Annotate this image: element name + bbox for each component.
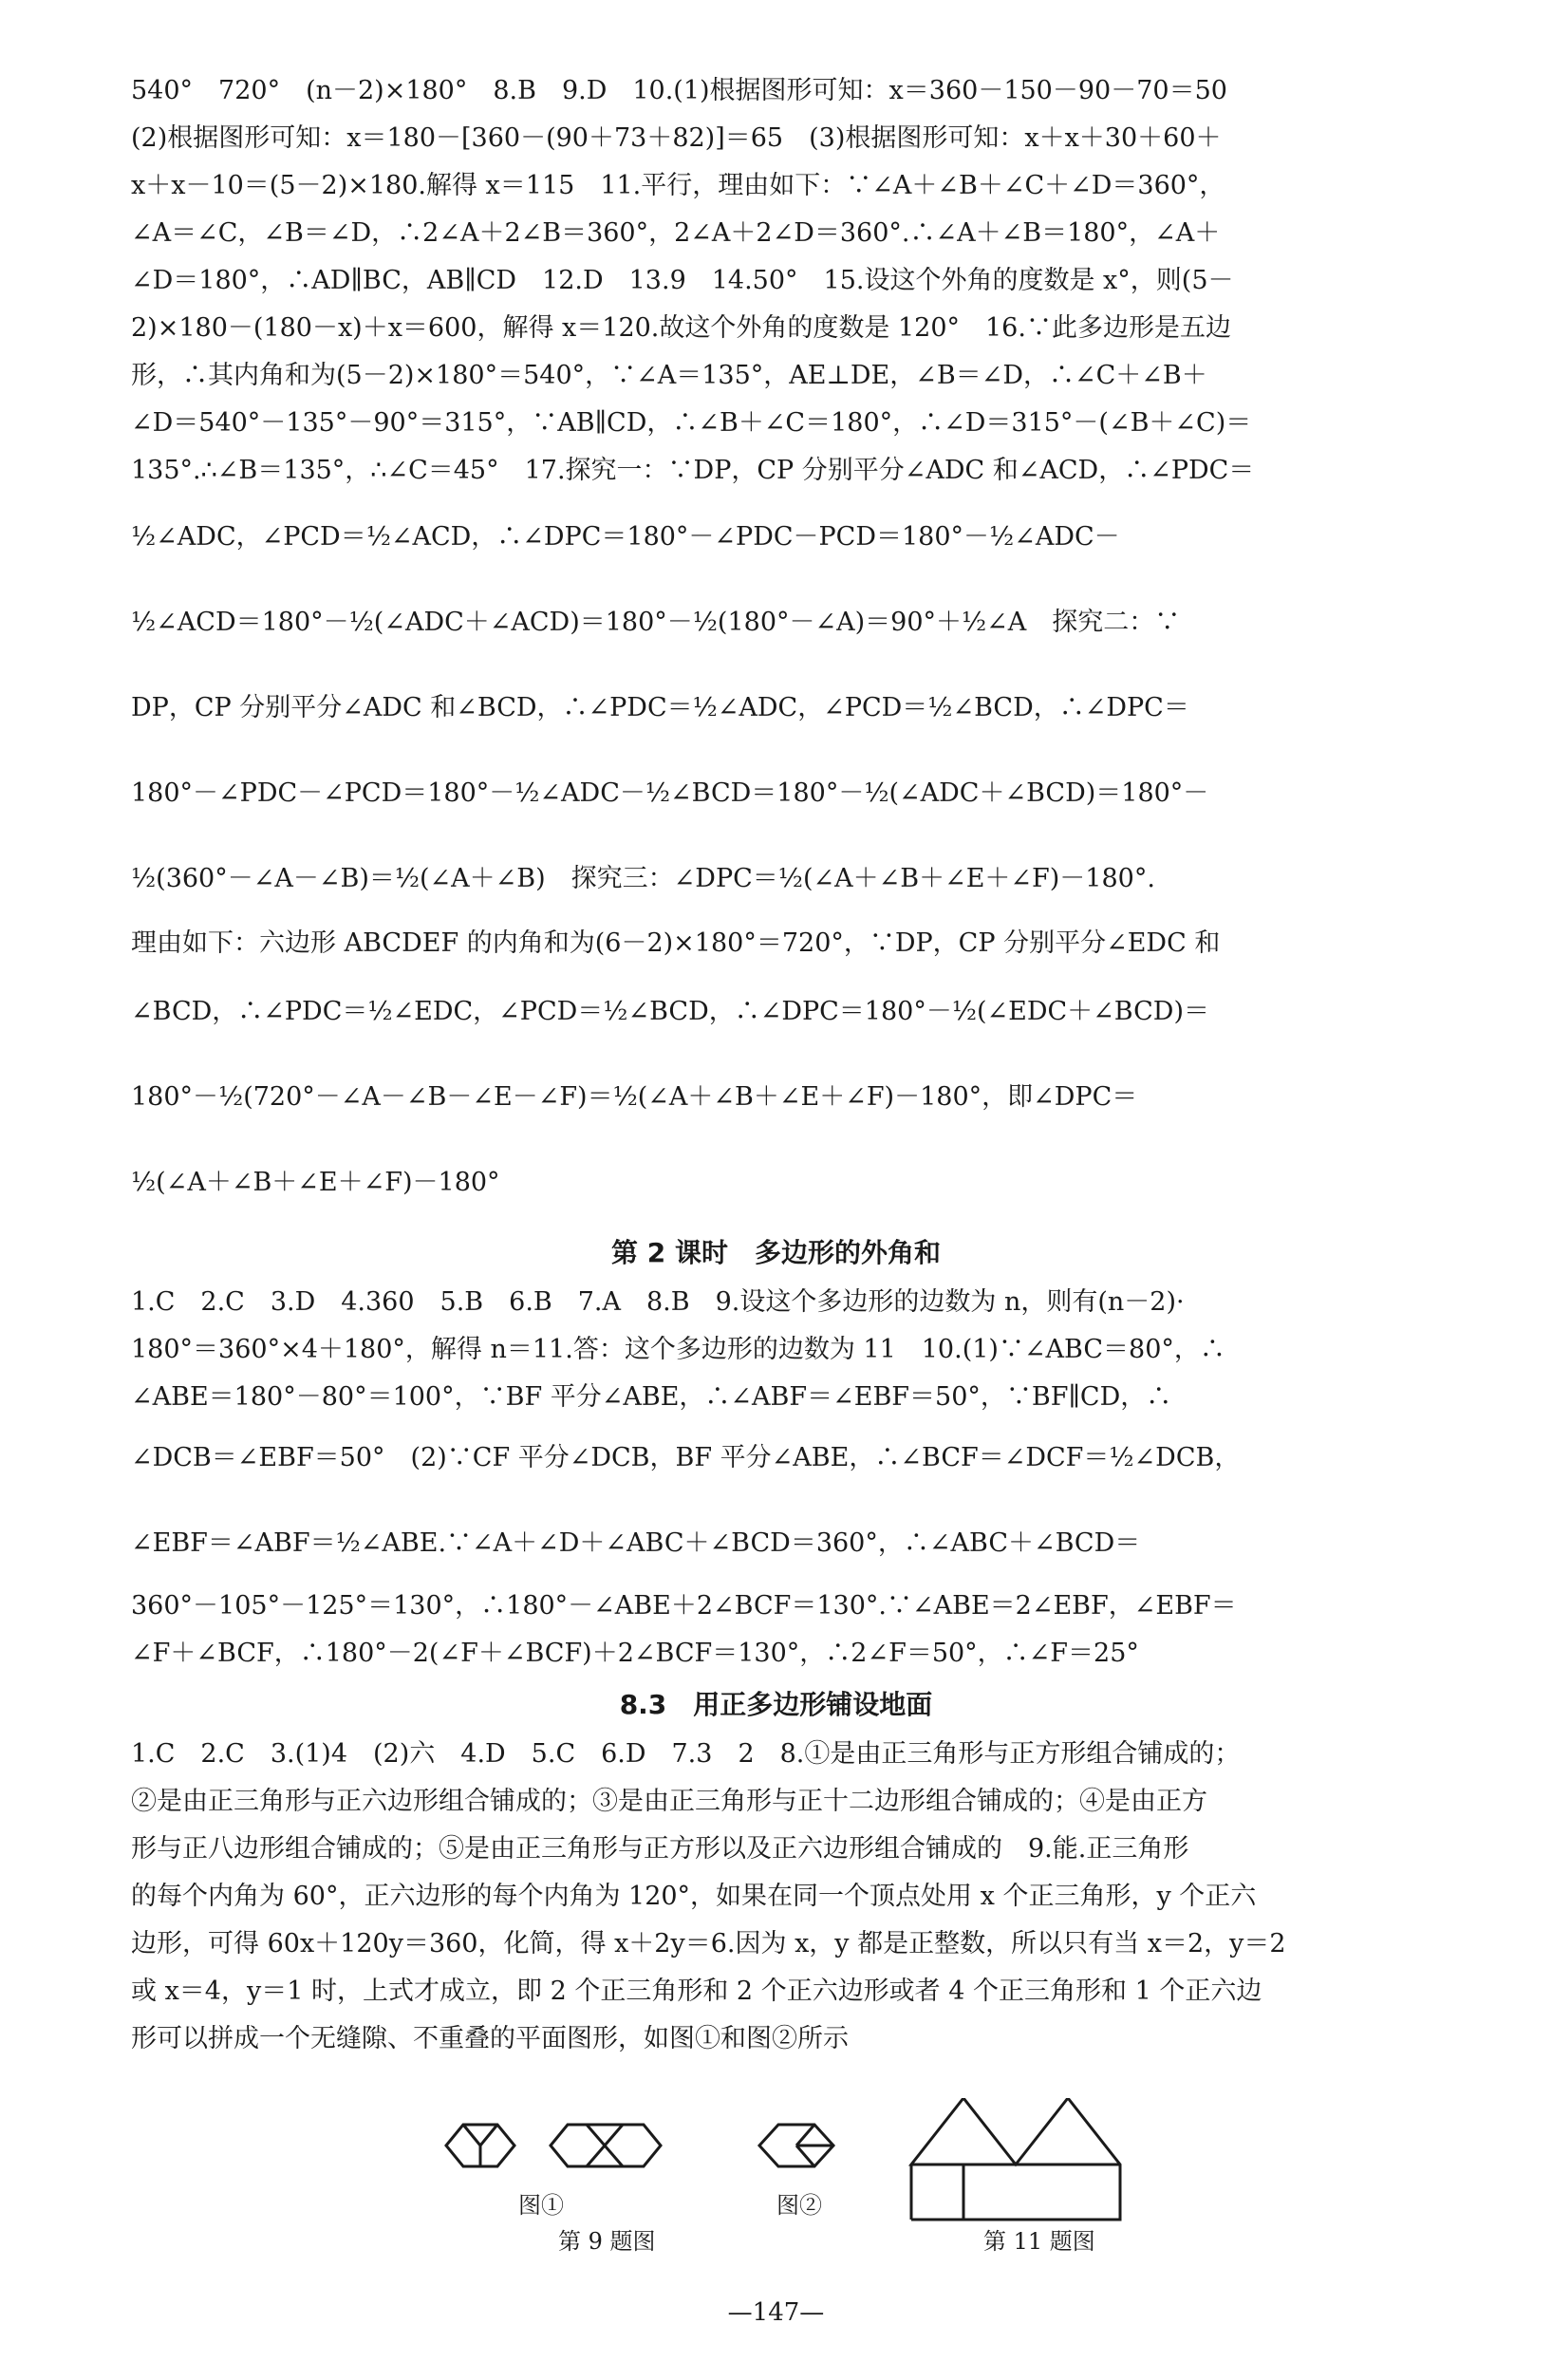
figure-1-label: 图① (518, 2192, 564, 2219)
figure-q11-house (911, 2098, 1120, 2220)
text-line: 形，∴其内角和为(5－2)×180°＝540°，∵∠A＝135°，AE⊥DE，∠B＝∠D，∴∠C＋∠B＋ (131, 361, 1207, 390)
text-line: (2)根据图形可知：x＝180－[360－(90＋73＋82)]＝65 (3)根据图形可知：x＋x＋30＋60＋ (131, 123, 1222, 153)
text-line: 180°＝360°×4＋180°，解得 n＝11.答：这个多边形的边数为 11 10.(1)∵∠ABC＝80°，∴ (131, 1335, 1225, 1364)
section-heading: 第 2 课时 多边形的外角和 (611, 1237, 941, 1268)
text-line: 边形，可得 60x＋120y＝360，化简，得 x＋2y＝6.因为 x，y 都是正整数，所以只有当 x＝2，y＝2 (131, 1929, 1286, 1958)
text-line: ½(360°－∠A－∠B)＝½(∠A＋∠B) 探究三：∠DPC＝½(∠A＋∠B＋∠E＋∠F)－180°. (131, 864, 1155, 893)
text-line: ½∠ACD＝180°－½(∠ADC＋∠ACD)＝180°－½(180°－∠A)＝90°＋½∠A 探究二：∵ (131, 608, 1181, 637)
text-line: ∠F＋∠BCF，∴180°－2(∠F＋∠BCF)＋2∠BCF＝130°，∴2∠F＝50°，∴∠F＝25° (131, 1639, 1139, 1668)
text-line: 2)×180－(180－x)＋x＝600，解得 x＝120.故这个外角的度数是 120° 16.∵此多边形是五边 (131, 313, 1231, 343)
text-line: ∠DCB＝∠EBF＝50° (2)∵CF 平分∠DCB，BF 平分∠ABE，∴∠BCF＝∠DCF＝½∠DCB， (131, 1443, 1241, 1472)
text-line: 1.C 2.C 3.D 4.360 5.B 6.B 7.A 8.B 9.设这个多边形的边数为 n，则有(n－2)· (131, 1287, 1185, 1317)
text-line: 1.C 2.C 3.(1)4 (2)六 4.D 5.C 6.D 7.3 2 8.①是由正三角形与正方形组合铺成的； (131, 1739, 1241, 1769)
figure-1-hexagon-tiling (446, 2125, 661, 2166)
text-line: ∠A＝∠C，∠B＝∠D，∴2∠A＋2∠B＝360°，2∠A＋2∠D＝360°.∴∠A＋∠B＝180°，∠A＋ (131, 218, 1221, 248)
figure-q11-caption: 第 11 题图 (983, 2228, 1095, 2255)
section-heading: 8.3 用正多边形铺设地面 (619, 1689, 933, 1720)
text-line: 形可以拼成一个无缝隙、不重叠的平面图形，如图①和图②所示 (131, 2024, 849, 2053)
text-line: 的每个内角为 60°，正六边形的每个内角为 120°，如果在同一个顶点处用 x 个正三角形，y 个正六 (131, 1882, 1257, 1911)
text-line: 540° 720° (n－2)×180° 8.B 9.D 10.(1)根据图形可知：x＝360－150－90－70＝50 (131, 76, 1227, 105)
text-line: ②是由正三角形与正六边形组合铺成的；③是由正三角形与正十二边形组合铺成的；④是由正方 (131, 1787, 1207, 1816)
text-line: 理由如下：六边形 ABCDEF 的内角和为(6－2)×180°＝720°，∵DP，CP 分别平分∠EDC 和 (131, 928, 1221, 958)
text-line: 360°－105°－125°＝130°，∴180°－∠ABE＋2∠BCF＝130°.∵∠ABE＝2∠EBF，∠EBF＝ (131, 1591, 1237, 1621)
text-line: ½(∠A＋∠B＋∠E＋∠F)－180° (131, 1168, 500, 1197)
text-line: ∠ABE＝180°－80°＝100°，∵BF 平分∠ABE，∴∠ABF＝∠EBF＝50°，∵BF∥CD，∴ (131, 1382, 1172, 1412)
text-line: ∠D＝180°，∴AD∥BC，AB∥CD 12.D 13.9 14.50° 15.设这个外角的度数是 x°，则(5－ (131, 266, 1234, 295)
text-line: ∠D＝540°－135°－90°＝315°，∵AB∥CD，∴∠B＋∠C＝180°，∴∠D＝315°－(∠B＋∠C)＝ (131, 408, 1252, 438)
text-line: 180°－∠PDC－∠PCD＝180°－½∠ADC－½∠BCD＝180°－½(∠ADC＋∠BCD)＝180°－ (131, 778, 1209, 808)
figure-2-label: 图② (776, 2192, 822, 2219)
text-line: 或 x＝4，y＝1 时，上式才成立，即 2 个正三角形和 2 个正六边形或者 4 个正三角形和 1 个正六边 (131, 1977, 1262, 2006)
text-line: 形与正八边形组合铺成的；⑤是由正三角形与正方形以及正六边形组合铺成的 9.能.正三角形 (131, 1834, 1189, 1864)
figure-2-hexagon-triangles (759, 2125, 833, 2166)
text-line: x＋x－10＝(5－2)×180.解得 x＝115 11.平行，理由如下：∵∠A＋∠B＋∠C＋∠D＝360°， (131, 171, 1225, 200)
page-number: —147— (727, 2298, 825, 2327)
text-line: ∠EBF＝∠ABF＝½∠ABE.∵∠A＋∠D＋∠ABC＋∠BCD＝360°，∴∠ABC＋∠BCD＝ (131, 1528, 1141, 1558)
text-line: DP，CP 分别平分∠ADC 和∠BCD，∴∠PDC＝½∠ADC，∠PCD＝½∠BCD，∴∠DPC＝ (131, 693, 1189, 722)
text-line: 135°.∴∠B＝135°，∴∠C＝45° 17.探究一：∵DP，CP 分别平分∠ADC 和∠ACD，∴∠PDC＝ (131, 456, 1255, 485)
text-line: 180°－½(720°－∠A－∠B－∠E－∠F)＝½(∠A＋∠B＋∠E＋∠F)－180°，即∠DPC＝ (131, 1082, 1138, 1112)
text-line: ∠BCD，∴∠PDC＝½∠EDC，∠PCD＝½∠BCD，∴∠DPC＝180°－½(∠EDC＋∠BCD)＝ (131, 997, 1209, 1026)
figure-q9-caption: 第 9 题图 (558, 2228, 656, 2255)
text-line: ½∠ADC，∠PCD＝½∠ACD，∴∠DPC＝180°－∠PDC－PCD＝180°－½∠ADC－ (131, 522, 1120, 552)
